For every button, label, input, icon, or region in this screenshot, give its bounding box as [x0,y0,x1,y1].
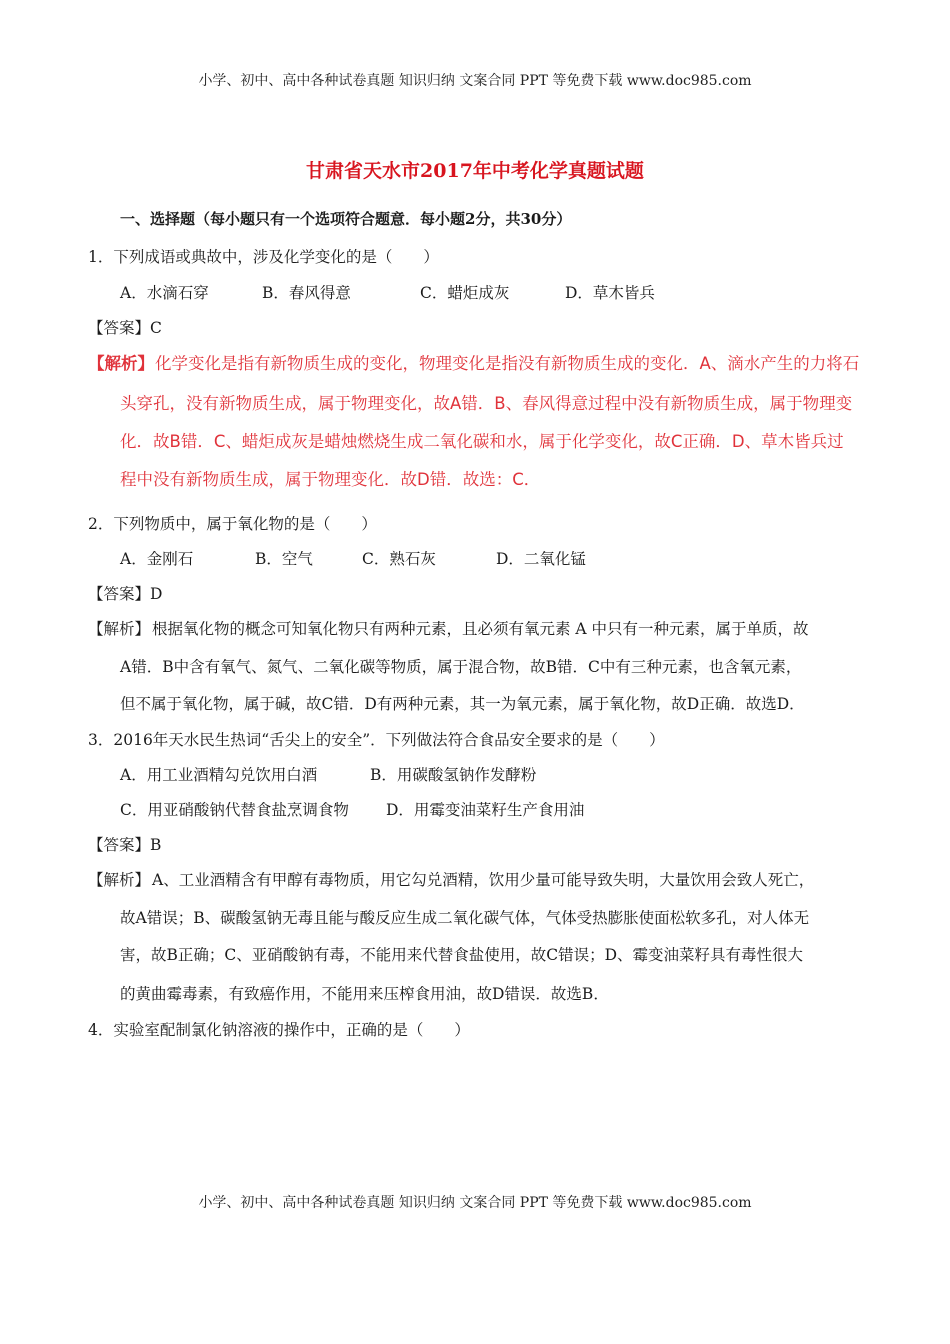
question-3-analysis-label: 【解析】 [88,871,151,889]
section-heading: 一、选择题（每小题只有一个选项符合题意．每小题2分，共30分） [120,210,572,228]
question-3-option-d: D．用霉变油菜籽生产食用油 [386,801,585,819]
question-1-option-a: A．水滴石穿 [120,284,209,302]
question-2-answer: 【答案】D [88,585,163,603]
question-2-option-b: B．空气 [255,550,313,568]
question-1-stem: 1．下列成语或典故中，涉及化学变化的是（ ） [88,248,439,266]
question-3-answer: 【答案】B [88,836,162,854]
question-2-option-d: D．二氧化锰 [496,550,586,568]
page-header: 小学、初中、高中各种试卷真题 知识归纳 文案合同 PPT 等免费下载 www.doc985.com [198,73,752,89]
question-2-analysis-label: 【解析】 [88,620,151,638]
question-2-analysis-line: 根据氧化物的概念可知氧化物只有两种元素，且必须有氧元素 A 中只有一种元素，属于单质，故 [152,620,809,638]
question-1-analysis-line: 化．故B错．C、蜡炬成灰是蜡烛燃烧生成二氧化碳和水，属于化学变化，故C正确．D、草木皆兵过 [120,432,844,451]
question-3-analysis-line: 故A错误；B、碳酸氢钠无毒且能与酸反应生成二氧化碳气体，气体受热膨胀使面松软多孔，对人体无 [120,909,810,927]
question-3-stem: 3．2016年天水民生热词“舌尖上的安全”．下列做法符合食品安全要求的是（ ） [88,731,665,749]
question-1-analysis-line: 化学变化是指有新物质生成的变化，物理变化是指没有新物质生成的变化．A、滴水产生的力将石 [155,354,860,373]
question-1-analysis-line: 头穿孔，没有新物质生成，属于物理变化，故A错．B、春风得意过程中没有新物质生成，属于物理变 [120,394,853,413]
question-3-option-b: B．用碳酸氢钠作发酵粉 [370,766,537,784]
question-3-option-c: C．用亚硝酸钠代替食盐烹调食物 [120,801,349,819]
question-2-stem: 2．下列物质中，属于氧化物的是（ ） [88,515,377,533]
question-1-analysis-label: 【解析】 [88,354,154,373]
question-2-option-c: C．熟石灰 [362,550,436,568]
question-4-stem: 4．实验室配制氯化钠溶液的操作中，正确的是（ ） [88,1021,470,1039]
question-2-analysis-line: A错．B中含有氧气、氮气、二氧化碳等物质，属于混合物，故B错．C中有三种元素，也含氧元素， [120,658,802,676]
question-2-option-a: A．金刚石 [120,550,194,568]
question-3-analysis-line: 的黄曲霉毒素，有致癌作用，不能用来压榨食用油，故D错误．故选B． [120,985,609,1003]
question-1-option-d: D．草木皆兵 [565,284,655,302]
question-3-option-a: A．用工业酒精勾兑饮用白酒 [120,766,318,784]
question-1-option-b: B．春风得意 [262,284,351,302]
question-2-analysis-line: 但不属于氧化物，属于碱，故C错．D有两种元素，其一为氧元素，属于氧化物，故D正确．故选D． [120,695,805,713]
page-title: 甘肃省天水市2017年中考化学真题试题 [306,160,644,182]
question-1-option-c: C．蜡炬成灰 [420,284,510,302]
question-1-answer: 【答案】C [88,319,162,337]
page-footer: 小学、初中、高中各种试卷真题 知识归纳 文案合同 PPT 等免费下载 www.doc985.com [198,1195,752,1211]
question-3-analysis-line: 害，故B正确；C、亚硝酸钠有毒，不能用来代替食盐使用，故C错误；D、霉变油菜籽具有毒性很大 [120,946,804,964]
question-1-analysis-line: 程中没有新物质生成，属于物理变化．故D错．故选：C． [120,470,541,489]
question-3-analysis-line: A、工业酒精含有甲醇有毒物质，用它勾兑酒精，饮用少量可能导致失明，大量饮用会致人死亡， [152,871,815,889]
